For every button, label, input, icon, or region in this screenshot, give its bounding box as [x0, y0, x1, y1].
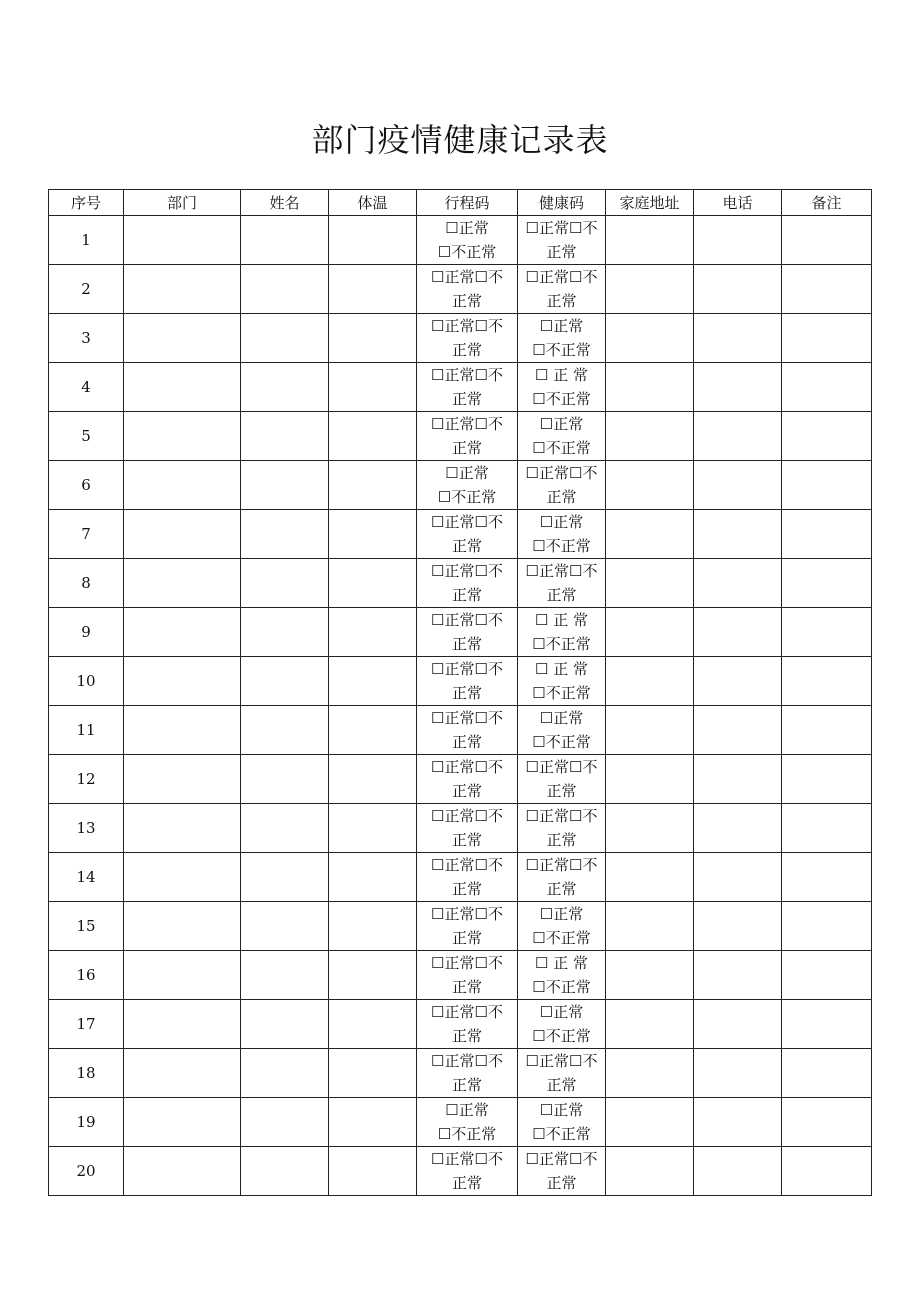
row-number: 16: [49, 951, 124, 1000]
temperature-cell[interactable]: [329, 804, 417, 853]
trip-code-cell-text: ☐正常☐不 正常: [431, 709, 503, 751]
trip-code-cell[interactable]: [417, 657, 518, 706]
table-row: [49, 1049, 872, 1098]
home-address-cell[interactable]: [606, 804, 694, 853]
department-cell[interactable]: [124, 853, 241, 902]
health-code-cell[interactable]: [518, 510, 606, 559]
trip-code-cell-text: ☐正常☐不 正常: [431, 954, 503, 996]
table-row: [49, 559, 872, 608]
home-address-cell[interactable]: [606, 755, 694, 804]
trip-code-cell-text: ☐正常☐不 正常: [431, 905, 503, 947]
remarks-cell[interactable]: [782, 510, 872, 559]
health-code-cell-text: ☐正常☐不 正常: [525, 268, 598, 310]
table-body: [49, 216, 872, 1196]
remarks-cell[interactable]: [782, 853, 872, 902]
health-code-cell-text: ☐正常☐不 正常: [525, 464, 598, 506]
home-address-cell[interactable]: [606, 1049, 694, 1098]
phone-cell[interactable]: [694, 314, 782, 363]
name-cell[interactable]: [241, 559, 329, 608]
trip-code-cell-text: ☐正常 ☐不正常: [437, 219, 497, 261]
trip-code-cell-text: ☐正常☐不 正常: [431, 1052, 503, 1094]
health-code-cell-text: ☐正常☐不 正常: [525, 1052, 598, 1094]
phone-cell[interactable]: [694, 902, 782, 951]
table-row: [49, 755, 872, 804]
remarks-cell[interactable]: [782, 1098, 872, 1147]
health-code-cell[interactable]: [518, 461, 606, 510]
row-number: 15: [49, 902, 124, 951]
name-cell[interactable]: [241, 755, 329, 804]
phone-cell[interactable]: [694, 363, 782, 412]
temperature-cell[interactable]: [329, 363, 417, 412]
temperature-cell[interactable]: [329, 216, 417, 265]
department-cell[interactable]: [124, 265, 241, 314]
trip-code-cell-text: ☐正常 ☐不正常: [437, 464, 497, 506]
header-seq: 序号: [49, 190, 124, 216]
trip-code-cell-text: ☐正常☐不 正常: [431, 758, 503, 800]
name-cell[interactable]: [241, 608, 329, 657]
department-cell[interactable]: [124, 706, 241, 755]
health-code-cell[interactable]: [518, 902, 606, 951]
home-address-cell[interactable]: [606, 510, 694, 559]
remarks-cell[interactable]: [782, 951, 872, 1000]
temperature-cell[interactable]: [329, 510, 417, 559]
health-code-cell-text: ☐正常☐不 正常: [525, 758, 598, 800]
name-cell[interactable]: [241, 461, 329, 510]
home-address-cell[interactable]: [606, 314, 694, 363]
temperature-cell[interactable]: [329, 1049, 417, 1098]
phone-cell[interactable]: [694, 1049, 782, 1098]
name-cell[interactable]: [241, 1049, 329, 1098]
health-code-cell[interactable]: [518, 1049, 606, 1098]
temperature-cell[interactable]: [329, 265, 417, 314]
temperature-cell[interactable]: [329, 412, 417, 461]
phone-cell[interactable]: [694, 951, 782, 1000]
temperature-cell[interactable]: [329, 559, 417, 608]
temperature-cell[interactable]: [329, 1000, 417, 1049]
name-cell[interactable]: [241, 902, 329, 951]
health-code-cell[interactable]: [518, 363, 606, 412]
health-code-cell[interactable]: [518, 804, 606, 853]
health-code-cell-text: ☐ 正 常 ☐不正常: [532, 611, 591, 653]
temperature-cell[interactable]: [329, 706, 417, 755]
temperature-cell[interactable]: [329, 461, 417, 510]
remarks-cell[interactable]: [782, 412, 872, 461]
department-cell[interactable]: [124, 804, 241, 853]
row-number: 9: [49, 608, 124, 657]
health-code-cell[interactable]: [518, 314, 606, 363]
health-code-cell-text: ☐正常 ☐不正常: [532, 1003, 591, 1045]
health-code-cell[interactable]: [518, 216, 606, 265]
table-row: [49, 902, 872, 951]
header-name: 姓名: [241, 190, 329, 216]
row-number: 8: [49, 559, 124, 608]
health-code-cell-text: ☐正常 ☐不正常: [532, 1101, 591, 1143]
phone-cell[interactable]: [694, 559, 782, 608]
home-address-cell[interactable]: [606, 853, 694, 902]
home-address-cell[interactable]: [606, 412, 694, 461]
home-address-cell[interactable]: [606, 1000, 694, 1049]
department-cell[interactable]: [124, 657, 241, 706]
temperature-cell[interactable]: [329, 951, 417, 1000]
health-code-cell-text: ☐ 正 常 ☐不正常: [532, 954, 591, 996]
phone-cell[interactable]: [694, 853, 782, 902]
trip-code-cell[interactable]: [417, 1000, 518, 1049]
temperature-cell[interactable]: [329, 1098, 417, 1147]
home-address-cell[interactable]: [606, 902, 694, 951]
table-row: [49, 216, 872, 265]
table-row: [49, 412, 872, 461]
remarks-cell[interactable]: [782, 314, 872, 363]
department-cell[interactable]: [124, 510, 241, 559]
header-phone: 电话: [694, 190, 782, 216]
table-row: [49, 1147, 872, 1196]
name-cell[interactable]: [241, 853, 329, 902]
health-code-cell-text: ☐正常☐不 正常: [525, 219, 598, 261]
table-row: [49, 951, 872, 1000]
remarks-cell[interactable]: [782, 265, 872, 314]
header-trip-code: 行程码: [417, 190, 518, 216]
trip-code-cell-text: ☐正常☐不 正常: [431, 1150, 503, 1192]
trip-code-cell[interactable]: [417, 1098, 518, 1147]
trip-code-cell[interactable]: [417, 1147, 518, 1196]
phone-cell[interactable]: [694, 1000, 782, 1049]
trip-code-cell-text: ☐正常☐不 正常: [431, 366, 503, 408]
row-number: 4: [49, 363, 124, 412]
phone-cell[interactable]: [694, 510, 782, 559]
remarks-cell[interactable]: [782, 461, 872, 510]
trip-code-cell[interactable]: [417, 461, 518, 510]
row-number: 1: [49, 216, 124, 265]
row-number: 14: [49, 853, 124, 902]
trip-code-cell[interactable]: [417, 902, 518, 951]
trip-code-cell-text: ☐正常☐不 正常: [431, 268, 503, 310]
health-code-cell-text: ☐正常 ☐不正常: [532, 905, 591, 947]
name-cell[interactable]: [241, 510, 329, 559]
name-cell[interactable]: [241, 314, 329, 363]
home-address-cell[interactable]: [606, 608, 694, 657]
department-cell[interactable]: [124, 755, 241, 804]
home-address-cell[interactable]: [606, 657, 694, 706]
phone-cell[interactable]: [694, 608, 782, 657]
remarks-cell[interactable]: [782, 657, 872, 706]
health-code-cell-text: ☐正常 ☐不正常: [532, 709, 591, 751]
name-cell[interactable]: [241, 657, 329, 706]
name-cell[interactable]: [241, 216, 329, 265]
health-code-cell[interactable]: [518, 755, 606, 804]
health-code-cell-text: ☐正常 ☐不正常: [532, 415, 591, 457]
row-number: 10: [49, 657, 124, 706]
phone-cell[interactable]: [694, 1147, 782, 1196]
health-code-cell-text: ☐ 正 常 ☐不正常: [532, 660, 591, 702]
trip-code-cell[interactable]: [417, 559, 518, 608]
health-code-cell-text: ☐正常☐不 正常: [525, 562, 598, 604]
phone-cell[interactable]: [694, 706, 782, 755]
row-number: 19: [49, 1098, 124, 1147]
remarks-cell[interactable]: [782, 706, 872, 755]
department-cell[interactable]: [124, 363, 241, 412]
trip-code-cell[interactable]: [417, 510, 518, 559]
temperature-cell[interactable]: [329, 755, 417, 804]
department-cell[interactable]: [124, 1049, 241, 1098]
trip-code-cell-text: ☐正常☐不 正常: [431, 317, 503, 359]
name-cell[interactable]: [241, 804, 329, 853]
department-cell[interactable]: [124, 902, 241, 951]
trip-code-cell-text: ☐正常☐不 正常: [431, 660, 503, 702]
trip-code-cell-text: ☐正常 ☐不正常: [437, 1101, 497, 1143]
remarks-cell[interactable]: [782, 755, 872, 804]
row-number: 3: [49, 314, 124, 363]
department-cell[interactable]: [124, 412, 241, 461]
health-code-cell[interactable]: [518, 853, 606, 902]
phone-cell[interactable]: [694, 216, 782, 265]
trip-code-cell[interactable]: [417, 951, 518, 1000]
department-cell[interactable]: [124, 216, 241, 265]
department-cell[interactable]: [124, 608, 241, 657]
phone-cell[interactable]: [694, 265, 782, 314]
department-cell[interactable]: [124, 559, 241, 608]
health-code-cell[interactable]: [518, 706, 606, 755]
trip-code-cell[interactable]: [417, 412, 518, 461]
header-row: [49, 190, 872, 216]
temperature-cell[interactable]: [329, 902, 417, 951]
home-address-cell[interactable]: [606, 1098, 694, 1147]
table-row: [49, 510, 872, 559]
remarks-cell[interactable]: [782, 559, 872, 608]
row-number: 2: [49, 265, 124, 314]
temperature-cell[interactable]: [329, 657, 417, 706]
department-cell[interactable]: [124, 314, 241, 363]
table-row: [49, 1000, 872, 1049]
health-record-table: [48, 189, 872, 1196]
department-cell[interactable]: [124, 461, 241, 510]
health-code-cell-text: ☐正常☐不 正常: [525, 856, 598, 898]
name-cell[interactable]: [241, 1098, 329, 1147]
health-code-cell-text: ☐正常 ☐不正常: [532, 513, 591, 555]
home-address-cell[interactable]: [606, 706, 694, 755]
health-code-cell[interactable]: [518, 559, 606, 608]
trip-code-cell[interactable]: [417, 1049, 518, 1098]
remarks-cell[interactable]: [782, 363, 872, 412]
row-number: 12: [49, 755, 124, 804]
health-code-cell[interactable]: [518, 1098, 606, 1147]
home-address-cell[interactable]: [606, 1147, 694, 1196]
name-cell[interactable]: [241, 265, 329, 314]
home-address-cell[interactable]: [606, 951, 694, 1000]
health-code-cell-text: ☐ 正 常 ☐不正常: [532, 366, 591, 408]
trip-code-cell-text: ☐正常☐不 正常: [431, 611, 503, 653]
phone-cell[interactable]: [694, 657, 782, 706]
trip-code-cell[interactable]: [417, 853, 518, 902]
row-number: 17: [49, 1000, 124, 1049]
trip-code-cell[interactable]: [417, 755, 518, 804]
header-department: 部门: [124, 190, 241, 216]
trip-code-cell[interactable]: [417, 804, 518, 853]
trip-code-cell-text: ☐正常☐不 正常: [431, 415, 503, 457]
table-row: [49, 1098, 872, 1147]
remarks-cell[interactable]: [782, 1147, 872, 1196]
home-address-cell[interactable]: [606, 216, 694, 265]
name-cell[interactable]: [241, 706, 329, 755]
phone-cell[interactable]: [694, 412, 782, 461]
row-number: 5: [49, 412, 124, 461]
temperature-cell[interactable]: [329, 853, 417, 902]
health-code-cell[interactable]: [518, 412, 606, 461]
header-health-code: 健康码: [518, 190, 606, 216]
name-cell[interactable]: [241, 363, 329, 412]
health-code-cell-text: ☐正常☐不 正常: [525, 807, 598, 849]
temperature-cell[interactable]: [329, 314, 417, 363]
table-row: [49, 804, 872, 853]
trip-code-cell[interactable]: [417, 706, 518, 755]
health-code-cell[interactable]: [518, 608, 606, 657]
department-cell[interactable]: [124, 1000, 241, 1049]
trip-code-cell[interactable]: [417, 363, 518, 412]
home-address-cell[interactable]: [606, 363, 694, 412]
table-row: [49, 853, 872, 902]
remarks-cell[interactable]: [782, 1049, 872, 1098]
home-address-cell[interactable]: [606, 559, 694, 608]
remarks-cell[interactable]: [782, 1000, 872, 1049]
row-number: 13: [49, 804, 124, 853]
department-cell[interactable]: [124, 1147, 241, 1196]
trip-code-cell[interactable]: [417, 265, 518, 314]
trip-code-cell[interactable]: [417, 216, 518, 265]
header-remarks: 备注: [782, 190, 872, 216]
table-row: [49, 265, 872, 314]
department-cell[interactable]: [124, 951, 241, 1000]
home-address-cell[interactable]: [606, 265, 694, 314]
phone-cell[interactable]: [694, 461, 782, 510]
health-code-cell[interactable]: [518, 951, 606, 1000]
name-cell[interactable]: [241, 951, 329, 1000]
health-code-cell[interactable]: [518, 1147, 606, 1196]
table-row: [49, 461, 872, 510]
department-cell[interactable]: [124, 1098, 241, 1147]
phone-cell[interactable]: [694, 755, 782, 804]
row-number: 7: [49, 510, 124, 559]
home-address-cell[interactable]: [606, 461, 694, 510]
phone-cell[interactable]: [694, 804, 782, 853]
name-cell[interactable]: [241, 1147, 329, 1196]
header-temperature: 体温: [329, 190, 417, 216]
trip-code-cell-text: ☐正常☐不 正常: [431, 513, 503, 555]
remarks-cell[interactable]: [782, 608, 872, 657]
remarks-cell[interactable]: [782, 804, 872, 853]
health-code-cell[interactable]: [518, 1000, 606, 1049]
row-number: 20: [49, 1147, 124, 1196]
temperature-cell[interactable]: [329, 608, 417, 657]
health-code-cell[interactable]: [518, 657, 606, 706]
health-code-cell[interactable]: [518, 265, 606, 314]
name-cell[interactable]: [241, 1000, 329, 1049]
phone-cell[interactable]: [694, 1098, 782, 1147]
table-row: [49, 608, 872, 657]
remarks-cell[interactable]: [782, 216, 872, 265]
temperature-cell[interactable]: [329, 1147, 417, 1196]
row-number: 11: [49, 706, 124, 755]
trip-code-cell[interactable]: [417, 608, 518, 657]
trip-code-cell-text: ☐正常☐不 正常: [431, 562, 503, 604]
row-number: 18: [49, 1049, 124, 1098]
trip-code-cell-text: ☐正常☐不 正常: [431, 807, 503, 849]
health-code-cell-text: ☐正常☐不 正常: [525, 1150, 598, 1192]
table-row: [49, 657, 872, 706]
health-code-cell-text: ☐正常 ☐不正常: [532, 317, 591, 359]
page-title: 部门疫情健康记录表: [311, 121, 609, 159]
table-row: [49, 314, 872, 363]
trip-code-cell[interactable]: [417, 314, 518, 363]
header-home-address: 家庭地址: [606, 190, 694, 216]
remarks-cell[interactable]: [782, 902, 872, 951]
row-number: 6: [49, 461, 124, 510]
trip-code-cell-text: ☐正常☐不 正常: [431, 856, 503, 898]
trip-code-cell-text: ☐正常☐不 正常: [431, 1003, 503, 1045]
table-row: [49, 706, 872, 755]
name-cell[interactable]: [241, 412, 329, 461]
table-row: [49, 363, 872, 412]
